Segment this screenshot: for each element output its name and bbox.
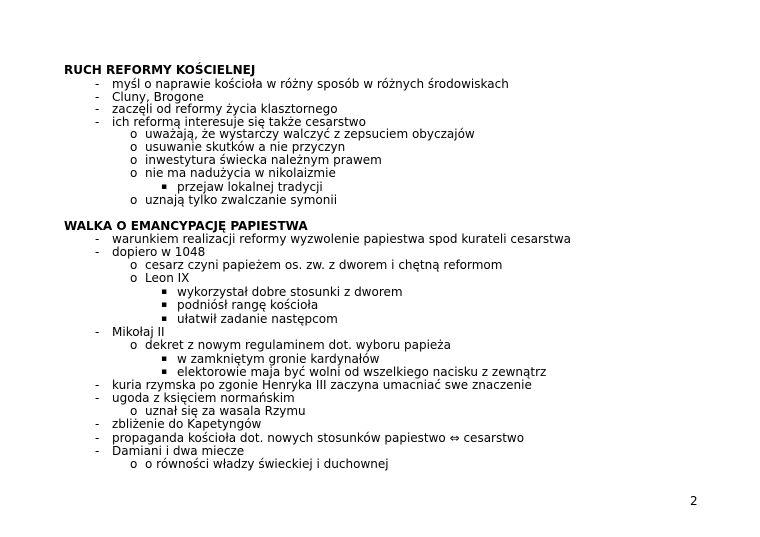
list-item: dopiero w 1048 (112, 245, 206, 259)
circle-marker: o (130, 404, 138, 418)
circle-marker: o (130, 338, 138, 352)
circle-marker: o (130, 166, 138, 180)
sub-list-item: Leon IX (145, 271, 190, 285)
list-item: ich reformą interesuje się także cesarstwo (112, 115, 366, 129)
sub-list-item: dekret z nowym regulaminem dot. wyboru papieża (145, 338, 451, 352)
sub-list-item: usuwanie skutków a nie przyczyn (145, 140, 346, 154)
square-bullet-icon: ▪ (161, 287, 168, 297)
square-bullet-icon: ▪ (161, 182, 168, 192)
dash-marker: - (95, 245, 100, 259)
sub-list-item: uważają, że wystarczy walczyć z zepsuciem obyczajów (145, 127, 475, 141)
sub-sub-list-item: wykorzystał dobre stosunki z dworem (177, 285, 403, 299)
circle-marker: o (130, 140, 138, 154)
list-item: myśl o naprawie kościoła w różny sposób w różnych środowiskach (112, 77, 509, 91)
circle-marker: o (130, 193, 138, 207)
square-bullet-icon: ▪ (161, 300, 168, 310)
circle-marker: o (130, 258, 138, 272)
dash-marker: - (95, 90, 100, 104)
section-heading-reforma: RUCH REFORMY KOŚCIELNEJ (64, 63, 256, 77)
section-heading-emancypacja: WALKA O EMANCYPACJĘ PAPIESTWA (64, 219, 308, 233)
sub-list-item: inwestytura świecka należnym prawem (145, 153, 382, 167)
dash-marker: - (95, 444, 100, 458)
list-item: zbliżenie do Kapetyngów (112, 417, 262, 431)
dash-marker: - (95, 77, 100, 91)
list-item: kuria rzymska po zgonie Henryka III zaczyna umacniać swe znaczenie (112, 378, 532, 392)
circle-marker: o (130, 127, 138, 141)
sub-list-item: uznał się za wasala Rzymu (145, 404, 306, 418)
list-item: ugoda z księciem normańskim (112, 391, 295, 405)
sub-list-item: cesarz czyni papieżem os. zw. z dworem i chętną reformom (145, 258, 503, 272)
list-item: Cluny, Brogone (112, 90, 204, 104)
page-number: 2 (690, 494, 698, 508)
dash-marker: - (95, 417, 100, 431)
circle-marker: o (130, 271, 138, 285)
sub-sub-list-item: podniósł rangę kościoła (177, 298, 319, 312)
dash-marker: - (95, 325, 100, 339)
list-item: zaczęli od reformy życia klasztornego (112, 102, 338, 116)
sub-sub-list-item: elektorowie maja być wolni od wszelkiego nacisku z zewnątrz (177, 365, 547, 379)
list-item: propaganda kościoła dot. nowych stosunków papiestwo ⇔ cesarstwo (112, 431, 525, 445)
dash-marker: - (95, 232, 100, 246)
dash-marker: - (95, 378, 100, 392)
sub-sub-list-item: przejaw lokalnej tradycji (177, 180, 323, 194)
list-item: Mikołaj II (112, 325, 165, 339)
dash-marker: - (95, 391, 100, 405)
sub-sub-list-item: w zamkniętym gronie kardynałów (177, 352, 380, 366)
square-bullet-icon: ▪ (161, 314, 168, 324)
dash-marker: - (95, 431, 100, 445)
circle-marker: o (130, 153, 138, 167)
square-bullet-icon: ▪ (161, 367, 168, 377)
circle-marker: o (130, 457, 138, 471)
dash-marker: - (95, 102, 100, 116)
list-item: warunkiem realizacji reformy wyzwolenie papiestwa spod kurateli cesarstwa (112, 232, 572, 246)
sub-list-item: o równości władzy świeckiej i duchownej (145, 457, 389, 471)
square-bullet-icon: ▪ (161, 354, 168, 364)
sub-list-item: uznają tylko zwalczanie symonii (145, 193, 338, 207)
sub-sub-list-item: ułatwił zadanie następcom (177, 312, 338, 326)
list-item: Damiani i dwa miecze (112, 444, 245, 458)
dash-marker: - (95, 115, 100, 129)
sub-list-item: nie ma nadużycia w nikolaizmie (145, 166, 336, 180)
